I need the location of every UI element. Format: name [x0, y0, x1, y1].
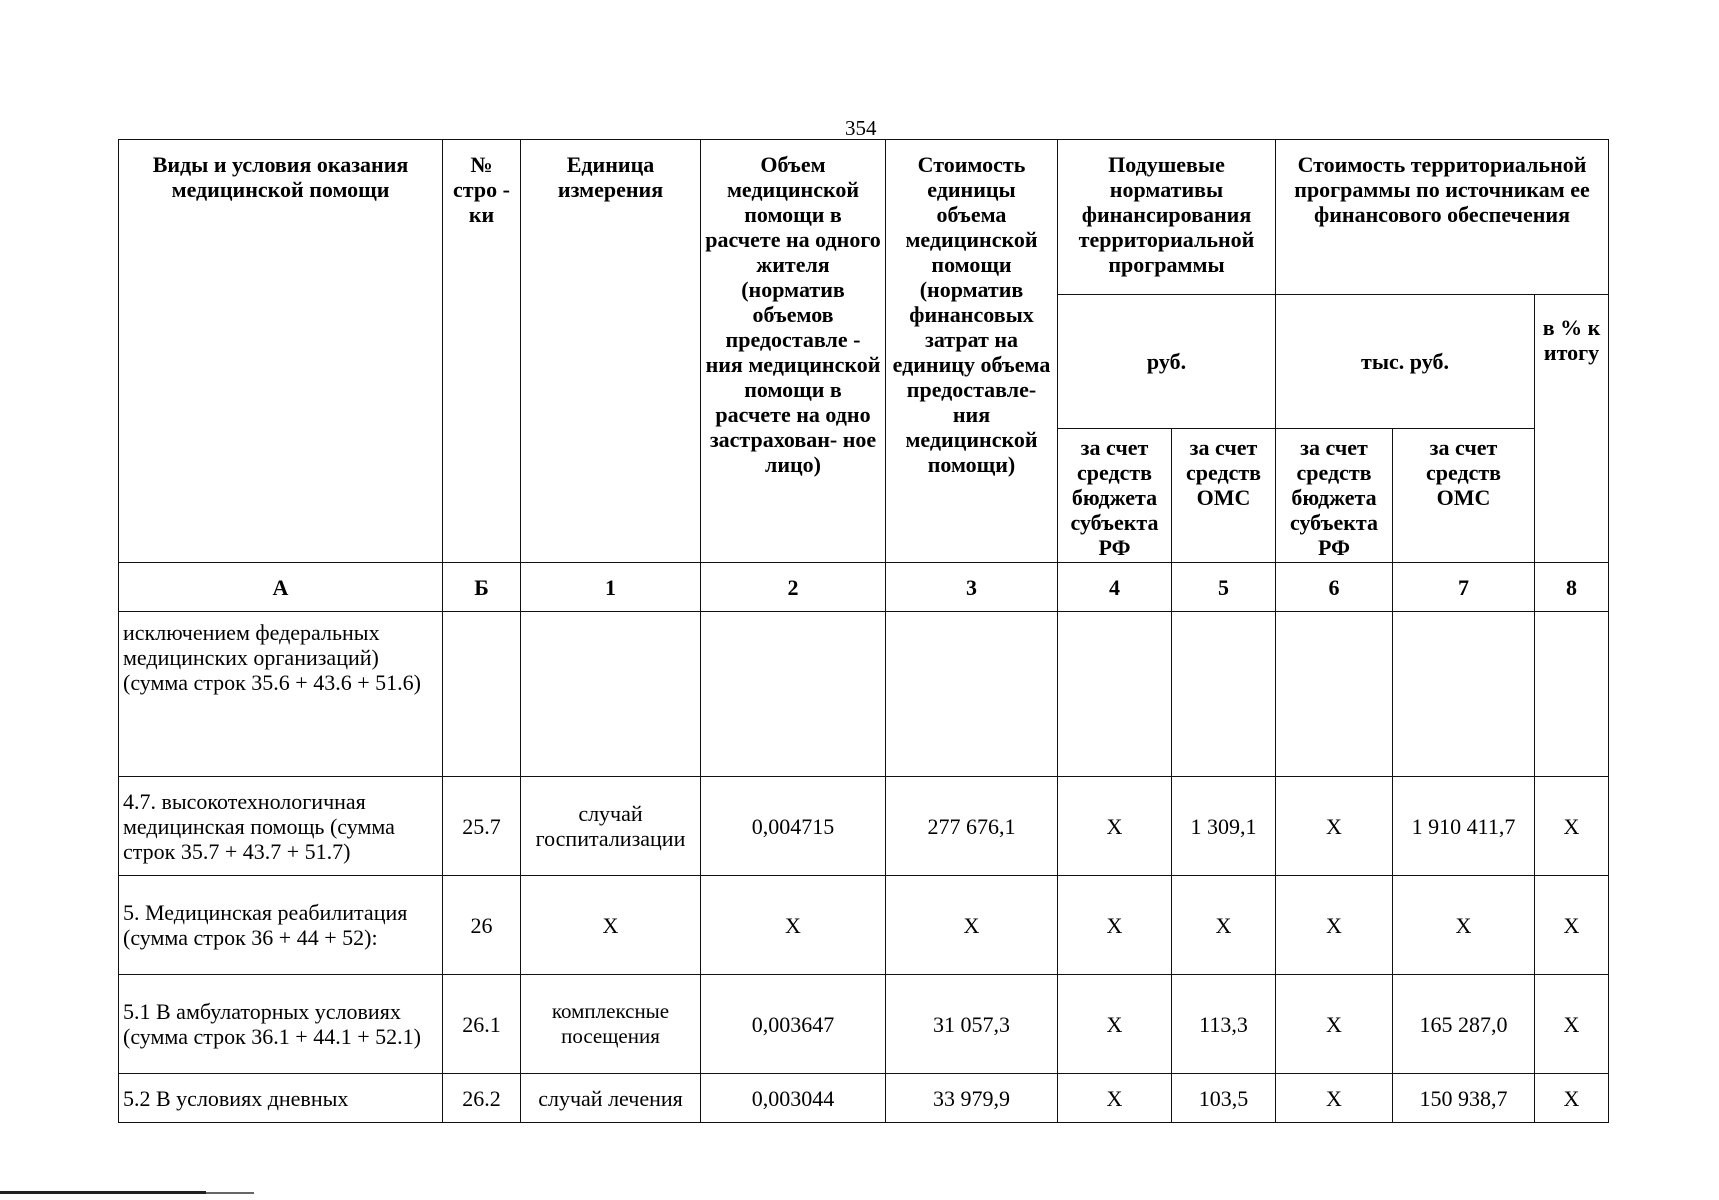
territorial-program-table	[118, 139, 1609, 1123]
row-c4: Х	[1058, 876, 1172, 975]
row-c5: 103,5	[1172, 1074, 1276, 1123]
table-row	[119, 975, 1609, 1074]
row-c6: Х	[1276, 975, 1393, 1074]
row-cost: 277 676,1	[886, 777, 1058, 876]
row-cost: 33 979,9	[886, 1074, 1058, 1123]
header-col-7: за счет средств ОМС	[1393, 429, 1535, 563]
header-col-1: Единица измерения	[521, 140, 701, 563]
row-c6: Х	[1276, 1074, 1393, 1123]
row-c4	[1058, 612, 1172, 777]
header-row-1	[119, 140, 1609, 295]
index-cell: 5	[1172, 563, 1276, 612]
row-c5	[1172, 612, 1276, 777]
row-volume: 0,003044	[701, 1074, 886, 1123]
row-unit: случай лечения	[521, 1074, 701, 1123]
header-group-cost: Стоимость территориальной программы по источникам ее финансового обеспечения	[1276, 140, 1609, 295]
row-name: 5. Медицинская реабилитация (сумма строк 36 + 44 + 52):	[119, 876, 443, 975]
header-col-3: Стоимость единицы объема медицинской помощи (норматив финансовых затрат на единицу объема предоставле- ния медицинской помощи)	[886, 140, 1058, 563]
index-cell: 4	[1058, 563, 1172, 612]
header-col-a: Виды и условия оказания медицинской помощи	[119, 140, 443, 563]
row-c5: 1 309,1	[1172, 777, 1276, 876]
index-cell: 6	[1276, 563, 1393, 612]
scan-artifact-line	[206, 1192, 254, 1194]
row-c8: Х	[1535, 876, 1609, 975]
row-c4: Х	[1058, 1074, 1172, 1123]
scan-artifact-line	[0, 1191, 206, 1194]
row-cost	[886, 612, 1058, 777]
row-c6: Х	[1276, 876, 1393, 975]
index-cell: 7	[1393, 563, 1535, 612]
table-row	[119, 1074, 1609, 1123]
row-cost: 31 057,3	[886, 975, 1058, 1074]
page-number: 354	[845, 116, 877, 140]
row-c8: Х	[1535, 777, 1609, 876]
table-row	[119, 876, 1609, 975]
index-cell: 3	[886, 563, 1058, 612]
index-cell: 2	[701, 563, 886, 612]
row-line: 26.2	[443, 1074, 521, 1123]
row-name: исключением федеральных медицинских организаций) (сумма строк 35.6 + 43.6 + 51.6)	[119, 612, 443, 777]
row-c8: Х	[1535, 975, 1609, 1074]
row-c4: Х	[1058, 975, 1172, 1074]
row-volume: 0,004715	[701, 777, 886, 876]
row-unit: комплексные посещения	[521, 975, 701, 1074]
row-volume: 0,003647	[701, 975, 886, 1074]
row-c7: 165 287,0	[1393, 975, 1535, 1074]
row-name: 5.1 В амбулаторных условиях (сумма строк 36.1 + 44.1 + 52.1)	[119, 975, 443, 1074]
row-c6	[1276, 612, 1393, 777]
header-col-2: Объем медицинской помощи в расчете на одного жителя (норматив объемов предоставле - ния медицинской помощи в расчете на одно застрахован- ное лицо)	[701, 140, 886, 563]
row-c7: 1 910 411,7	[1393, 777, 1535, 876]
index-cell: А	[119, 563, 443, 612]
row-c4: Х	[1058, 777, 1172, 876]
header-col-5: за счет средств ОМС	[1172, 429, 1276, 563]
header-group-per-capita: Подушевые нормативы финансирования территориальной программы	[1058, 140, 1276, 295]
header-col-8: в % к итогу	[1535, 295, 1609, 563]
row-volume: Х	[701, 876, 886, 975]
row-volume	[701, 612, 886, 777]
header-col-4: за счет средств бюджета субъекта РФ	[1058, 429, 1172, 563]
row-c5: 113,3	[1172, 975, 1276, 1074]
row-line	[443, 612, 521, 777]
row-line: 26.1	[443, 975, 521, 1074]
index-cell: Б	[443, 563, 521, 612]
index-cell: 8	[1535, 563, 1609, 612]
row-c7	[1393, 612, 1535, 777]
row-unit: случай госпитализации	[521, 777, 701, 876]
row-c6: Х	[1276, 777, 1393, 876]
row-cost: Х	[886, 876, 1058, 975]
row-c7: 150 938,7	[1393, 1074, 1535, 1123]
row-line: 25.7	[443, 777, 521, 876]
row-name: 5.2 В условиях дневных	[119, 1074, 443, 1123]
row-name: 4.7. высокотехнологичная медицинская помощь (сумма строк 35.7 + 43.7 + 51.7)	[119, 777, 443, 876]
header-unit-rub: руб.	[1058, 295, 1276, 429]
index-row	[119, 563, 1609, 612]
header-unit-thousand-rub: тыс. руб.	[1276, 295, 1535, 429]
index-cell: 1	[521, 563, 701, 612]
table-row	[119, 612, 1609, 777]
row-line: 26	[443, 876, 521, 975]
row-c8	[1535, 612, 1609, 777]
table-row	[119, 777, 1609, 876]
row-unit: Х	[521, 876, 701, 975]
row-c7: Х	[1393, 876, 1535, 975]
header-col-b: № стро - ки	[443, 140, 521, 563]
row-c5: Х	[1172, 876, 1276, 975]
row-c8: Х	[1535, 1074, 1609, 1123]
header-col-6: за счет средств бюджета субъекта РФ	[1276, 429, 1393, 563]
row-unit	[521, 612, 701, 777]
